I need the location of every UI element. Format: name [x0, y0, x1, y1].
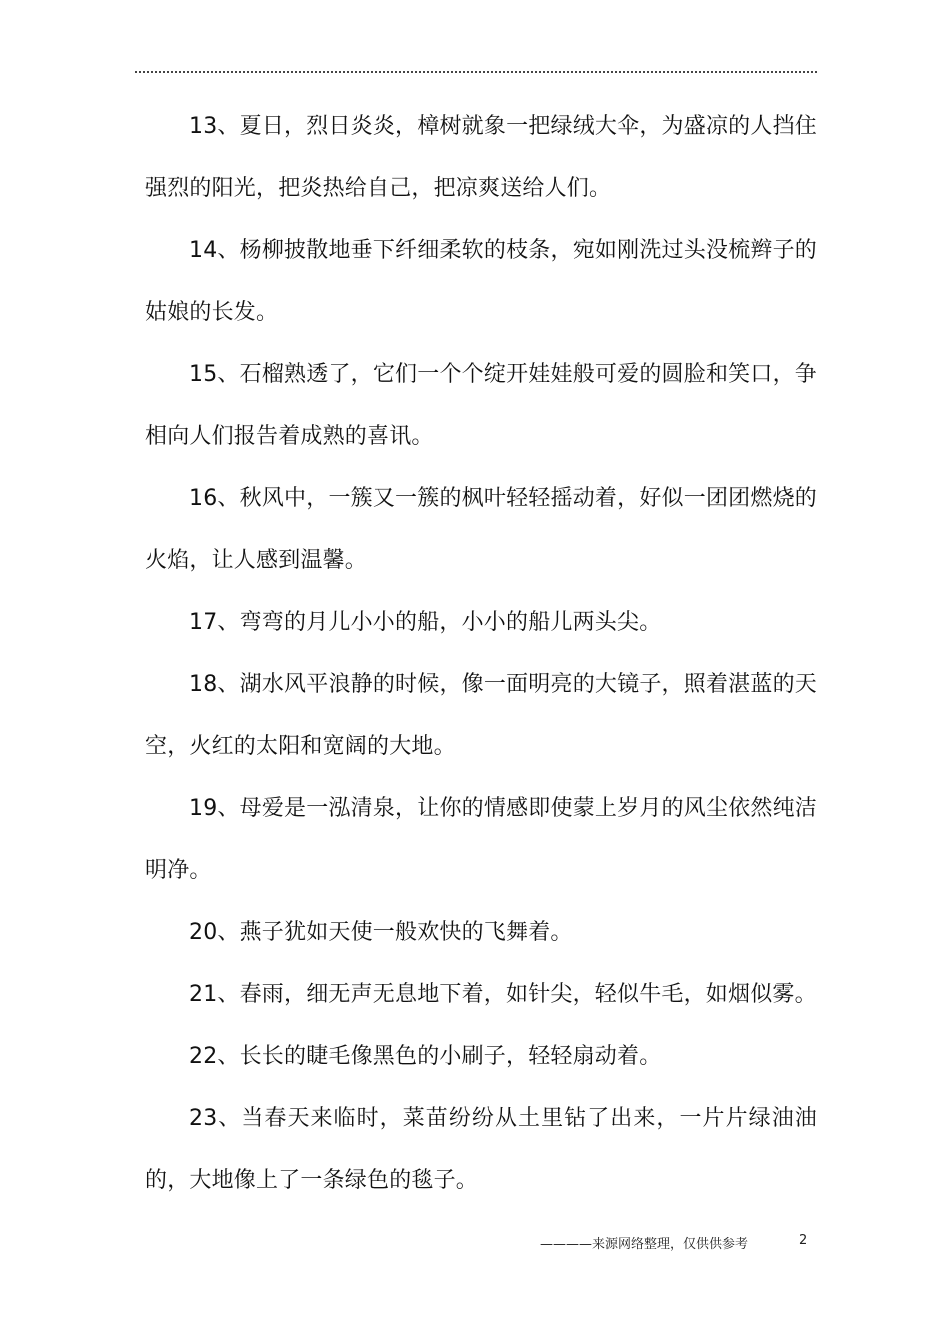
paragraph-14: 14、杨柳披散地垂下纤细柔软的枝条，宛如刚洗过头没梳辫子的姑娘的长发。: [145, 238, 817, 325]
header-dotted-rule: [135, 71, 817, 73]
footer-source-note: ————来源网络整理，仅供供参考: [540, 1237, 749, 1252]
paragraph-16: 16、秋风中，一簇又一簇的枫叶轻轻摇动着，好似一团团燃烧的火焰，让人感到温馨。: [145, 486, 817, 573]
paragraph-21: 21、春雨，细无声无息地下着，如针尖，轻似牛毛，如烟似雾。: [189, 982, 817, 1007]
paragraph-13: 13、夏日，烈日炎炎，樟树就象一把绿绒大伞，为盛凉的人挡住强烈的阳光，把炎热给自己，把凉爽送给人们。: [145, 114, 817, 201]
paragraph-17: 17、弯弯的月儿小小的船，小小的船儿两头尖。: [189, 610, 662, 635]
page-number: 2: [799, 1233, 808, 1248]
document-body: [145, 96, 817, 1212]
paragraph-22: 22、长长的睫毛像黑色的小刷子，轻轻扇动着。: [189, 1044, 662, 1069]
paragraph-18: 18、湖水风平浪静的时候，像一面明亮的大镜子，照着湛蓝的天空，火红的太阳和宽阔的大地。: [145, 672, 817, 759]
page-footer: [540, 1233, 820, 1253]
paragraph-19: 19、母爱是一泓清泉，让你的情感即使蒙上岁月的风尘依然纯洁明净。: [145, 796, 817, 883]
paragraph-23: 23、当春天来临时，菜苗纷纷从土里钻了出来，一片片绿油油的，大地像上了一条绿色的毯子。: [145, 1106, 817, 1193]
paragraph-20: 20、燕子犹如天使一般欢快的飞舞着。: [189, 920, 573, 945]
paragraph-15: 15、石榴熟透了，它们一个个绽开娃娃般可爱的圆脸和笑口，争相向人们报告着成熟的喜讯。: [145, 362, 817, 449]
